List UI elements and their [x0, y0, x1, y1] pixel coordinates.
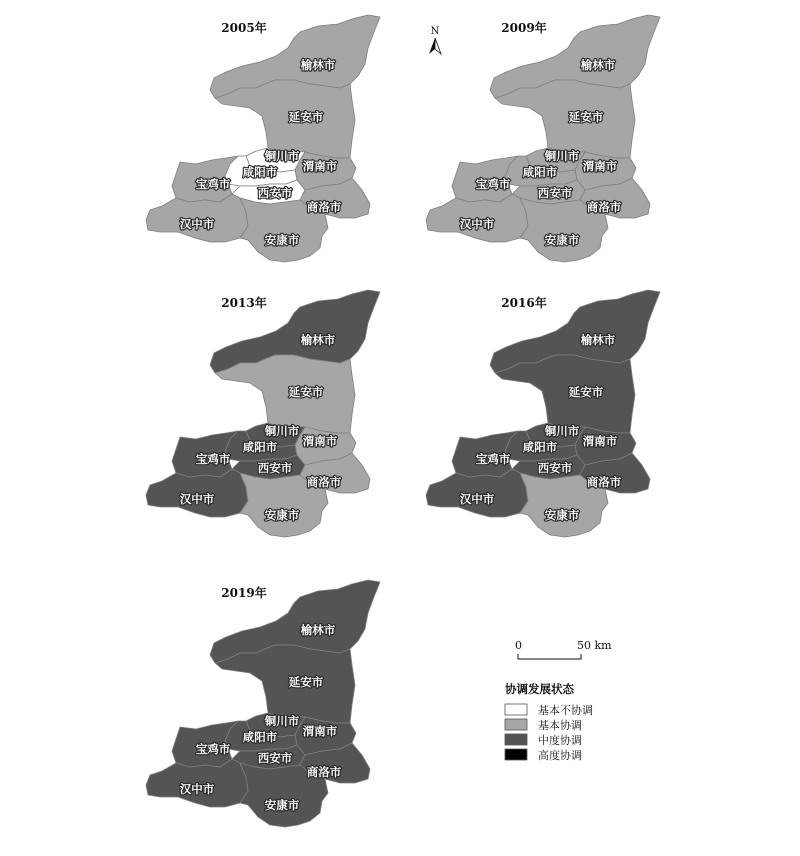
city-label: 商洛市: [306, 765, 342, 779]
city-label: 汉中市: [459, 217, 495, 231]
city-label: 延安市: [288, 110, 324, 124]
city-label: 渭南市: [582, 159, 618, 173]
map-panel-2016: [426, 290, 660, 537]
scale-start-label: 0: [515, 639, 522, 652]
legend-label: 中度协调: [538, 734, 582, 747]
city-label: 咸阳市: [242, 730, 278, 744]
map-panel-2005: [146, 15, 380, 262]
city-label: 铜川市: [264, 424, 300, 438]
city-label: 西安市: [537, 186, 573, 200]
legend: [505, 682, 593, 762]
city-label: 铜川市: [264, 149, 300, 163]
city-label: 宝鸡市: [195, 452, 231, 466]
city-label: 汉中市: [179, 492, 215, 506]
city-label: 渭南市: [302, 724, 338, 738]
map-panel-2013: [146, 290, 380, 537]
city-label: 商洛市: [306, 200, 342, 214]
legend-label: 基本协调: [538, 719, 582, 732]
city-label: 西安市: [257, 751, 293, 765]
city-label: 榆林市: [300, 333, 336, 347]
legend-title: 协调发展状态: [505, 682, 574, 696]
city-label: 咸阳市: [242, 165, 278, 179]
city-label: 汉中市: [179, 217, 215, 231]
panel-year-title: 2019年: [221, 586, 267, 600]
north-arrow: [429, 26, 441, 54]
legend-label: 高度协调: [538, 749, 582, 762]
city-label: 安康市: [264, 233, 300, 247]
city-label: 延安市: [568, 110, 604, 124]
legend-item-high: [505, 748, 582, 762]
city-label: 西安市: [257, 186, 293, 200]
legend-item-not-coordinated: [505, 703, 593, 717]
legend-swatch: [505, 719, 527, 730]
north-arrow-label: N: [430, 26, 440, 37]
city-label: 榆林市: [580, 58, 616, 72]
city-label: 渭南市: [582, 434, 618, 448]
legend-swatch: [505, 749, 527, 760]
legend-swatch: [505, 704, 527, 715]
city-label: 宝鸡市: [195, 177, 231, 191]
city-label: 咸阳市: [242, 440, 278, 454]
city-label: 渭南市: [302, 434, 338, 448]
legend-swatch: [505, 734, 527, 745]
city-label: 安康市: [544, 233, 580, 247]
city-label: 商洛市: [586, 475, 622, 489]
region-1: [495, 355, 635, 433]
city-label: 榆林市: [300, 623, 336, 637]
scale-end-label: 50 km: [577, 639, 612, 652]
city-label: 安康市: [264, 798, 300, 812]
city-label: 安康市: [264, 508, 300, 522]
legend-item-moderate: [505, 733, 582, 747]
city-label: 延安市: [568, 385, 604, 399]
city-label: 榆林市: [300, 58, 336, 72]
city-label: 渭南市: [302, 159, 338, 173]
city-label: 延安市: [288, 385, 324, 399]
legend-item-basic: [505, 718, 582, 732]
legend-label: 基本不协调: [538, 704, 593, 717]
map-panel-2009: [426, 15, 660, 262]
city-label: 汉中市: [179, 782, 215, 796]
city-label: 商洛市: [586, 200, 622, 214]
city-label: 宝鸡市: [475, 452, 511, 466]
region-1: [495, 80, 635, 158]
city-label: 咸阳市: [522, 440, 558, 454]
city-label: 铜川市: [264, 714, 300, 728]
city-label: 宝鸡市: [475, 177, 511, 191]
panel-year-title: 2016年: [501, 296, 547, 310]
city-label: 安康市: [544, 508, 580, 522]
city-label: 延安市: [288, 675, 324, 689]
city-label: 西安市: [257, 461, 293, 475]
region-1: [215, 645, 355, 723]
city-label: 榆林市: [580, 333, 616, 347]
city-label: 咸阳市: [522, 165, 558, 179]
city-label: 汉中市: [459, 492, 495, 506]
city-label: 铜川市: [544, 149, 580, 163]
scale-bar: [515, 639, 612, 659]
map-panel-2019: [146, 580, 380, 827]
panel-year-title: 2013年: [221, 296, 267, 310]
city-label: 西安市: [537, 461, 573, 475]
region-1: [215, 80, 355, 158]
city-label: 铜川市: [544, 424, 580, 438]
north-arrow-icon: [429, 38, 435, 54]
region-1: [215, 355, 355, 433]
panel-year-title: 2005年: [221, 21, 267, 35]
city-label: 宝鸡市: [195, 742, 231, 756]
panel-year-title: 2009年: [501, 21, 547, 35]
city-label: 商洛市: [306, 475, 342, 489]
scale-bar-line: [518, 654, 581, 659]
